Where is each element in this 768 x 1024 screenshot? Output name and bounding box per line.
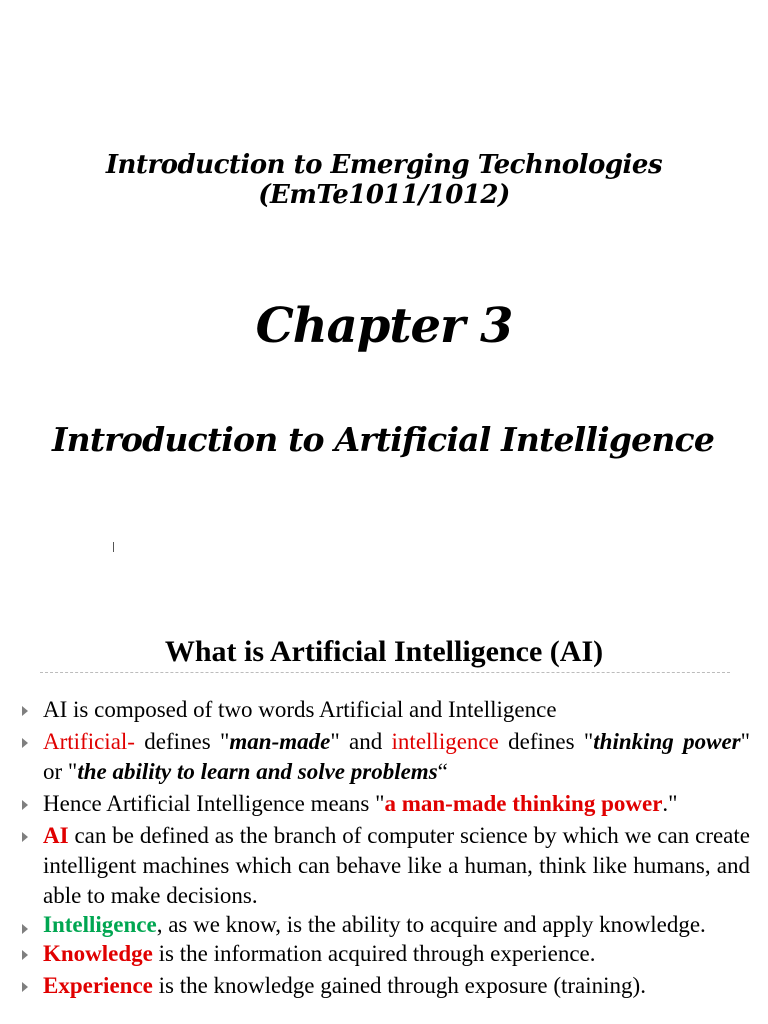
emphasis-text: man-made [229, 729, 331, 754]
triangle-bullet-icon [22, 924, 28, 934]
bullet-text: defines " [498, 729, 594, 754]
bullet-list [20, 695, 750, 1003]
term-knowledge: Knowledge [43, 941, 153, 966]
triangle-bullet-icon [22, 982, 28, 992]
triangle-bullet-icon [22, 706, 28, 716]
bullet-text: Hence Artificial Intelligence means " [43, 791, 385, 816]
list-item [20, 789, 750, 819]
bullet-text: AI is composed of two words Artificial and Intelligence [43, 697, 557, 722]
content-slide [0, 600, 768, 1024]
chapter-subtitle: Introduction to Artificial Intelligence [52, 420, 715, 459]
triangle-bullet-icon [22, 738, 28, 748]
term-intelligence: intelligence [391, 729, 499, 754]
bullet-text: " and [330, 729, 392, 754]
list-item [20, 939, 750, 969]
bullet-text: is the information acquired through experience. [152, 941, 596, 966]
term-ai: AI [43, 823, 69, 848]
slide-title: What is Artificial Intelligence (AI) [164, 635, 604, 668]
triangle-bullet-icon [22, 950, 28, 960]
list-item [20, 971, 750, 1001]
bullet-text: ." [662, 791, 678, 816]
list-item [20, 727, 750, 787]
bullet-text: “ [437, 759, 448, 784]
bullet-text: can be defined as the branch of computer science by which we can create intelligent machines which can behave like a human, think like humans, and able to make decisions. [43, 823, 750, 908]
bullet-text: " or " [43, 729, 751, 784]
triangle-bullet-icon [22, 800, 28, 810]
bullet-text: is the knowledge gained through exposure (training). [152, 973, 646, 998]
term-experience: Experience [43, 973, 153, 998]
list-item [20, 821, 750, 911]
chapter-heading: Chapter 3 [255, 298, 513, 354]
emphasis-text: thinking power [593, 729, 741, 754]
bullet-text: , as we know, is the ability to acquire and apply knowledge. [156, 912, 706, 937]
emphasis-text: the ability to learn and solve problems [77, 759, 438, 784]
term-artificial: Artificial- [43, 729, 135, 754]
emphasis-text: a man-made thinking power [384, 791, 663, 816]
list-item [20, 695, 750, 725]
list-item [20, 913, 750, 937]
title-divider [40, 672, 730, 673]
course-title: Introduction to Emerging Technologies (EmTe1011/1012) [105, 150, 663, 210]
triangle-bullet-icon [22, 832, 28, 842]
text-cursor-mark [113, 542, 114, 552]
term-intelligence: Intelligence [43, 912, 157, 937]
bullet-text: defines " [134, 729, 230, 754]
